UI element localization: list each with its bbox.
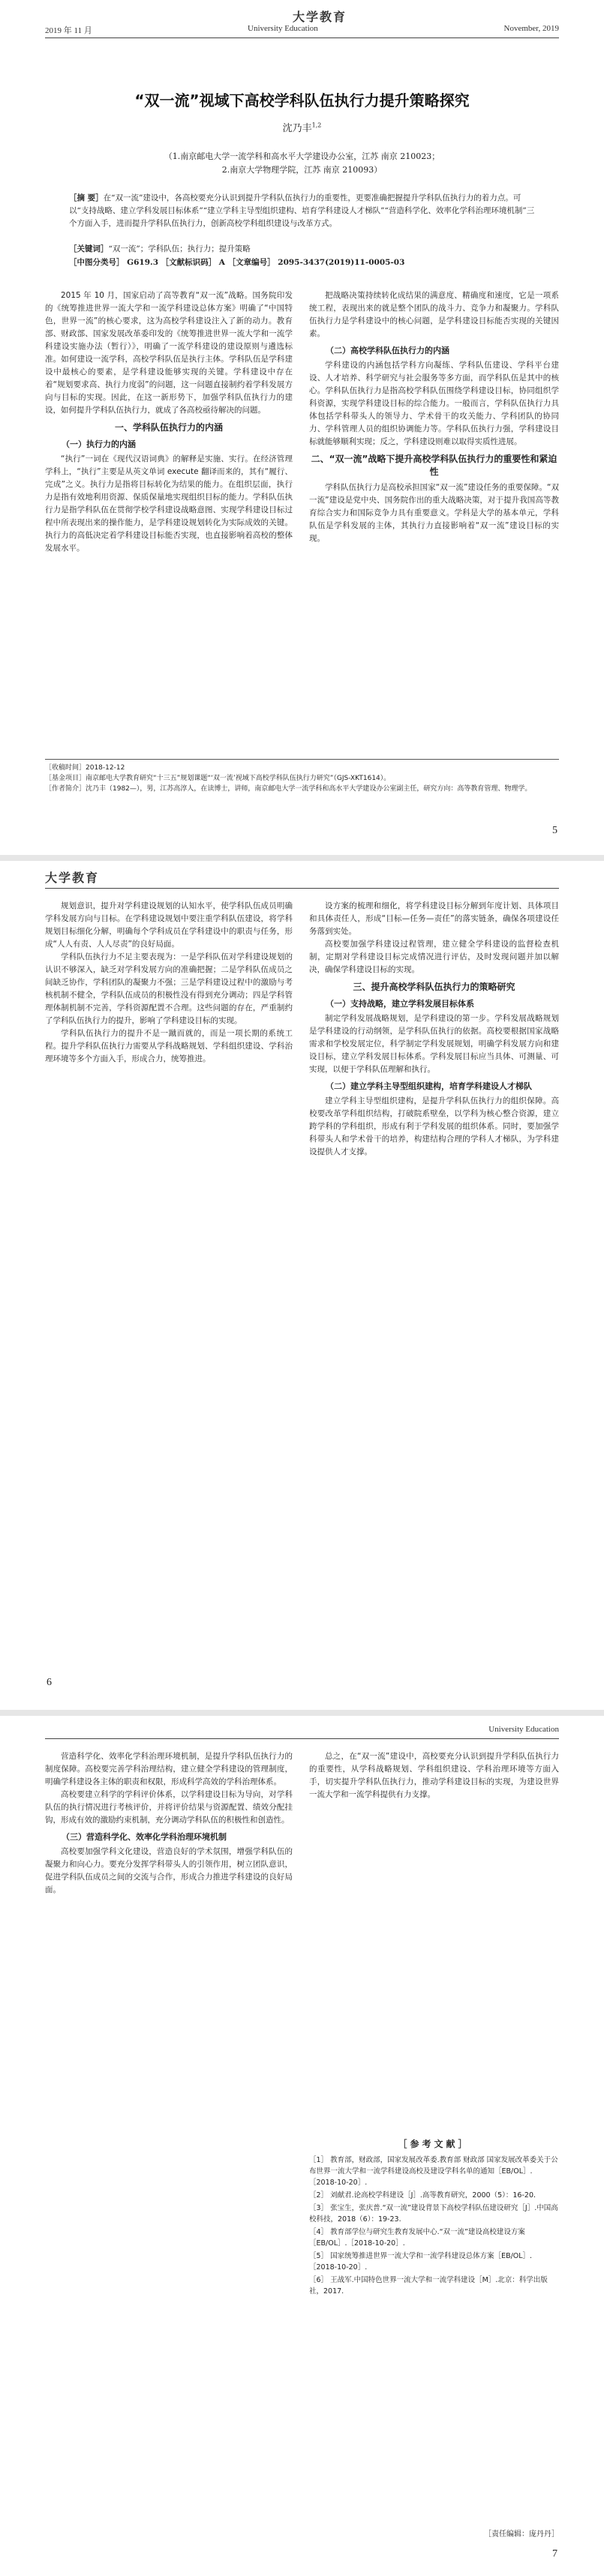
subsection-heading: （二）建立学科主导型组织建构，培育学科建设人才梯队 [326,1081,532,1091]
journal-logo: 大学教育 [45,871,100,885]
reference-item: ［1］ 教育部，财政部，国家发展改革委.教育部 财政部 国家发展改革委关于公布世界一流大学和一流学科建设高校及建设学科名单的通知［EB/OL］.［2018-10-20］. [309,2156,558,2187]
affiliation-2: 2.南京大学物理学院，江苏 南京 210093） [221,165,383,175]
abstract [69,192,535,230]
paragraph: 高校要建立科学的学科评价体系，以学科建设目标为导向，对学科队伍的执行情况进行考核评价，并将评价结果与资源配置、绩效分配挂钩，形成有效的激励约束机制，充分调动学科队伍的积极性和创造性。 [45,1790,293,1825]
paragraph: 学科建设的内涵包括学科方向凝练、学科队伍建设、学科平台建设、人才培养、科学研究与社会服务等多方面，而学科队伍是其中的核心。学科队伍执行力是指高校学科队伍围绕学科建设目标，协同组织学科资源，实现学科建设目标的综合能力。一般而言，学科队伍执行力具体包括学科带头人的领导力、学术骨干的攻关能力、学科团队的协同力、学科管理人员的组织协调能力等。学科队伍执行力强，学科建设目标就能够顺利实现；反之，学科建设则难以取得实质性进展。 [309,361,559,446]
journal-header [45,7,559,24]
header-rule [45,1738,559,1739]
paragraph: 学科队伍执行力是高校承担国家“双一流”建设任务的重要保障。“双一流”建设是党中央、国务院作出的重大战略决策，对于提升我国高等教育综合实力和国际竞争力具有重要意义。学科是大学的基本单元，学科队伍是学科发展的主体，其执行力直接影响着“双一流”建设目标的实现。 [309,483,559,543]
page-separator [0,855,604,861]
paragraph: 高校要加强学科建设过程管理，建立健全学科建设的监督检查机制，定期对学科建设目标完成情况进行评估，及时发现问题并加以解决，确保学科建设目标的实现。 [309,940,559,974]
paragraph: 学科队伍执行力的提升不是一蹴而就的，而是一项长期的系统工程。提升学科队伍执行力需要从学科战略规划、学科组织建设、学科治理环境等多个方面入手，形成合力，统筹推进。 [45,1029,293,1063]
subsection-heading: （一）执行力的内涵 [62,439,136,449]
author-line [0,120,604,134]
references [309,2136,559,2299]
keywords-text: “双一流”；学科队伍；执行力；提升策略 [108,244,251,253]
references-title: ［参考文献］ [398,2139,470,2149]
footnote-received: ［收稿时间］2018-12-12 [45,764,125,772]
journal-name-en: University Education [488,1725,559,1734]
paragraph: 把战略决策持续转化成结果的满意度、精确度和速度，它是一项系统工程，表现出来的就是整个团队的战斗力、竞争力和凝聚力。学科队伍执行力是学科建设中的核心问题，是学科建设目标能否实现的关键因素。 [309,291,559,338]
paragraph: “执行”一词在《现代汉语词典》的解释是实施、实行。在经济管理学科上，“执行”主要是从英文单词 execute 翻译而来的，其有“履行、完成”之义。执行力是指将目标转化为结果的能力。在组织层面，执行力是指有效地利用资源、保质保量地实现组织目标的能力。学科队伍执行力是指学科队伍在贯彻学校学科建设战略意图、实现学科建设目标过程中所表现出来的操作能力，是学科建设规划转化为实际成效的关键。执行力的高低决定着学科建设目标能否实现，也直接影响着高校的整体发展水平。 [45,454,293,553]
issue-date-en: November, 2019 [503,24,559,33]
page-number: 7 [552,2548,557,2560]
footnote-author: ［作者简介］沈乃丰（1982—），男，江苏高淳人，在读博士，讲师，南京邮电大学一流学科和高水平大学建设办公室副主任，研究方向：高等教育管理、物理学。 [45,785,532,793]
page-1 [0,0,604,855]
reference-item: ［2］ 刘献君.论高校学科建设［J］.高等教育研究，2000（5）：16-20. [309,2191,536,2200]
subsection-heading: （二）高校学科队伍执行力的内涵 [326,346,449,355]
reference-item: ［6］ 王战军.中国特色世界一流大学和一流学科建设［M］.北京：科学出版社，2017. [309,2276,548,2296]
paragraph: 2015 年 10 月，国家启动了高等教育“双一流”战略。国务院印发的《统筹推进世界一流大学和一流学科建设总体方案》明确了“中国特色，世界一流”的核心要求，这为高校学科建设注入了新的动力。教育部、财政部、国家发展改革委印发的《统筹推进世界一流大学和一流学科建设实施办法（暂行）》，明确了一流学科建设的建设原则与遴选标准。如何建设一流学科，高校学科队伍是执行主体。学科队伍是学科建设中最核心的要素，是学科建设能够实现的关键。学科建设中存在着“规划要求高、执行力度弱”的问题，这一问题直接制约着学科发展方向与目标的实现。因此，在这一新形势下，加强学科队伍执行力的建设，如何提升学科队伍执行力，就成了各高校亟待解决的问题。 [45,291,293,415]
abstract-text: 在“双一流”建设中，各高校要充分认识到提升学科队伍执行力的重要性，更要准确把握提升学科队伍执行力的着力点。可以“支持战略、建立学科发展目标体系”“建立学科主导型组织建构、培育学科建设人才梯队”“营造科学化、效率化学科治理环境机制”三个方面入手，进而提升学科队伍执行力，创新高校学科组织建设与改革方式。 [69,193,535,228]
paragraph: 规划意识，提升对学科建设规划的认知水平，使学科队伍成员明确学科发展方向与目标。在学科建设规划中要注重学科队伍建设，将学科规划目标细化分解，明确每个学科成员在学科建设中的职责与任务，形成“人人有责、人人尽责”的良好局面。 [45,901,293,949]
journal-name-en: University Education [248,24,318,33]
page-3 [0,1716,604,2576]
section-heading: 三、提升高校学科队伍执行力的策略研究 [353,982,515,992]
column-right [309,1750,559,1801]
header-rule [45,37,559,38]
column-left [45,289,293,555]
affiliation-1: （1.南京邮电大学一流学科和高水平大学建设办公室，江苏 南京 210023； [164,151,440,161]
reference-item: ［5］ 国家统筹推进世界一流大学和一流学科建设总体方案［EB/OL］.［2018-10-20］. [309,2252,533,2272]
header-rule [45,888,559,889]
footnote-fund: ［基金项目］南京邮电大学教育研究“十三五”规划课题“‘双一流’视域下高校学科队伍执行力研究”（GJS-XKT1614）。 [45,775,391,782]
page-separator [0,1710,604,1716]
subsection-heading: （一）支持战略，建立学科发展目标体系 [326,999,474,1009]
paragraph: 营造科学化、效率化学科治理环境机制，是提升学科队伍执行力的制度保障。高校要完善学科治理结构，建立健全学科建设的管理制度，明确学科建设各主体的职责和权限，形成科学高效的学科治理体系。 [45,1752,293,1786]
author-superscript: 1,2 [311,121,322,129]
classification-line: ［中图分类号］ G619.3 ［文献标识码］ A ［文章编号］ 2095-3437(2019)11-0005-03 [69,258,405,267]
page-2 [0,861,604,1710]
paragraph: 学科队伍执行力不足主要表现为：一是学科队伍对学科建设规划的认识不够深入，缺乏对学科发展方向的准确把握；二是学科队伍成员之间缺乏协作，学科团队的凝聚力不强；三是学科建设过程中的激励与考核机制不健全，学科队伍成员的积极性没有得到充分调动；四是学科管理体制机制不完善，学科资源配置不合理。这些问题的存在，严重制约了学科队伍执行力的提升，影响了学科建设目标的实现。 [45,952,293,1025]
paragraph: 制定学科发展战略规划，是学科建设的第一步。学科发展战略规划是学科建设的行动纲领，是学科队伍执行的依据。高校要根据国家战略需求和学校发展定位，科学制定学科发展规划，明确学科发展方向和建设目标，建立学科发展目标体系。学科发展目标应当具体、可测量、可实现，以便于学科队伍理解和执行。 [309,1014,559,1074]
section-heading: 二、“双一流”战略下提升高校学科队伍执行力的重要性和紧迫性 [311,454,557,477]
column-right [309,289,559,545]
abstract-label: ［摘 要］ [69,193,104,202]
article-title: “双一流”视域下高校学科队伍执行力提升策略探究 [134,91,470,109]
paragraph: 高校要加强学科文化建设，营造良好的学术氛围，增强学科队伍的凝聚力和向心力。要充分发挥学科带头人的引领作用，树立团队意识，促进学科队伍成员之间的交流与合作，形成合力推进学科建设的良好局面。 [45,1847,293,1894]
responsible-editor: ［责任编辑：庞丹丹］ [484,2530,559,2539]
column-right [309,900,559,1159]
keywords-label: ［关键词］ [69,244,109,253]
footnote-block [45,759,559,794]
issue-date: 2019 年 11 月 [45,26,92,35]
paragraph: 设方案的梳理和细化，将学科建设目标分解到年度计划、具体项目和具体责任人，形成“目标—任务—责任”的落实链条，确保各项建设任务落到实处。 [309,901,559,936]
subsection-heading: （三）营造科学化、效率化学科治理环境机制 [62,1832,227,1842]
page-number: 6 [47,1677,52,1688]
column-left [45,900,293,1066]
keywords [69,243,535,256]
paragraph: 建立学科主导型组织建构，是提升学科队伍执行力的组织保障。高校要改革学科组织结构，打破院系壁垒，以学科为核心整合资源，建立跨学科的学科组织，形成有利于学科发展的组织体系。同时，要加强学科带头人和学术骨干的培养，构建结构合理的学科人才梯队，为学科建设提供人才支撑。 [309,1096,559,1156]
column-left [45,1750,293,1897]
journal-logo: 大学教育 [293,10,347,24]
paragraph: 总之，在“双一流”建设中，高校要充分认识到提升学科队伍执行力的重要性，从学科战略规划、学科组织建设、学科治理环境等方面入手，切实提升学科队伍执行力，推动学科建设目标的实现，为建设世界一流大学和一流学科提供有力支撑。 [309,1752,559,1799]
reference-item: ［4］ 教育部学位与研究生教育发展中心.“双一流”建设高校建设方案［EB/OL］.［2018-10-20］. [309,2228,525,2248]
page-number: 5 [552,825,557,836]
reference-item: ［3］ 张宝生，张庆普.“双一流”建设背景下高校学科队伍建设研究［J］.中国高校科技，2018（6）：19-23. [309,2204,558,2224]
section-heading: 一、学科队伍执行力的内涵 [114,422,223,433]
author-name: 沈乃丰 [282,123,312,134]
